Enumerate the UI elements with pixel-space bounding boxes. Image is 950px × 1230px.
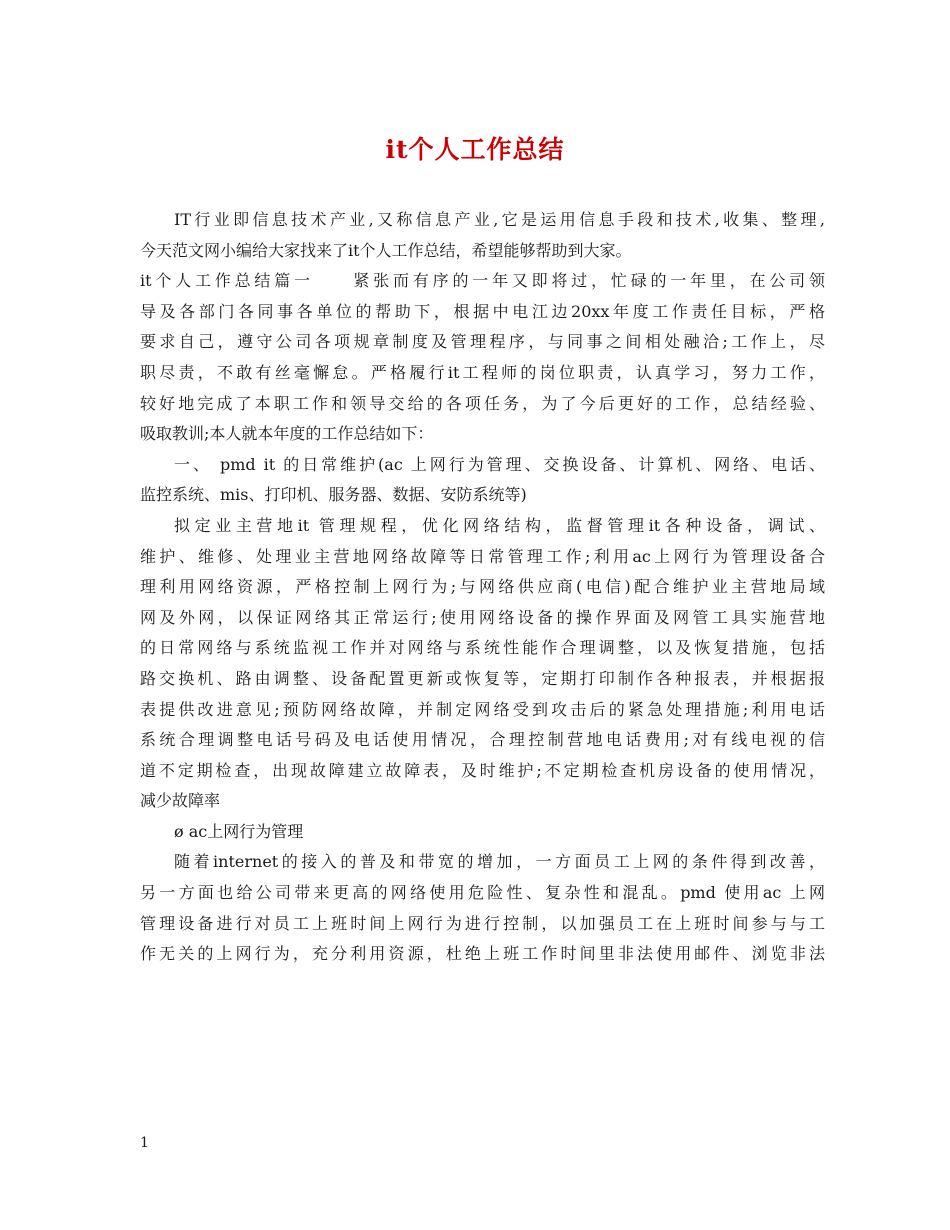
text-line: 监控系统、mis、打印机、服务器、数据、安防系统等)	[140, 485, 527, 505]
text-line: 随着internet的接入的普及和带宽的增加，一方面员工上网的条件得到改善，	[174, 852, 825, 872]
text-line: 拟定业主营地it 管理规程，优化网络结构，监督管理it各种设备，调试、	[174, 515, 825, 535]
text-line: 道不定期检查，出现故障建立故障表，及时维护;不定期检查机房设备的使用情况，	[140, 760, 825, 780]
text-line: 路交换机、路由调整、设备配置更新或恢复等，定期打印制作各种报表，并根据报	[140, 668, 825, 688]
text-line: 导及各部门各同事各单位的帮助下，根据中电江边20xx年度工作责任目标，严格	[140, 301, 825, 321]
text-line: 理利用网络资源，严格控制上网行为;与网络供应商(电信)配合维护业主营地局域	[140, 577, 825, 597]
text-line: 网及外网，以保证网络其正常运行;使用网络设备的操作界面及网管工具实施营地	[140, 607, 825, 627]
text-line: 一、 pmd it 的日常维护(ac 上网行为管理、交换设备、计算机、网络、电话、	[174, 454, 825, 474]
text-line: 管理设备进行对员工上班时间上网行为进行控制，以加强员工在上班时间参与与工	[140, 913, 825, 933]
text-line: 要求自己，遵守公司各项规章制度及管理程序，与同事之间相处融洽;工作上，尽	[140, 332, 825, 352]
document-body	[140, 205, 825, 970]
text-line: 较好地完成了本职工作和领导交给的各项任务，为了今后更好的工作，总结经验、	[140, 393, 825, 413]
page-title: it个人工作总结	[385, 135, 565, 164]
text-line: IT行业即信息技术产业,又称信息产业,它是运用信息手段和技术,收集、整理,	[174, 210, 825, 229]
text-line: 职尽责，不敢有丝毫懈怠。严格履行it工程师的岗位职责，认真学习，努力工作，	[140, 362, 825, 382]
text-line: 吸取教训;本人就本年度的工作总结如下：	[140, 424, 434, 444]
text-line: it个人工作总结篇一 紧张而有序的一年又即将过，忙碌的一年里，在公司领	[140, 271, 825, 291]
text-line: 减少故障率	[140, 791, 221, 811]
text-line: 作无关的上网行为，充分利用资源，杜绝上班工作时间里非法使用邮件、浏览非法	[140, 944, 825, 964]
text-line: 表提供改进意见;预防网络故障，并制定网络受到攻击后的紧急处理措施;利用电话	[140, 699, 825, 719]
text-line: ø ac上网行为管理	[174, 821, 304, 841]
text-line: 的日常网络与系统监视工作并对网络与系统性能作合理调整，以及恢复措施，包括	[140, 638, 825, 658]
text-line: 系统合理调整电话号码及电话使用情况，合理控制营地电话费用;对有线电视的信	[140, 730, 825, 750]
text-line: 今天范文网小编给大家找来了it个人工作总结，希望能够帮助到大家。	[140, 240, 632, 260]
page-number: 1	[140, 1135, 149, 1151]
text-line: 另一方面也给公司带来更高的网络使用危险性、复杂性和混乱。pmd 使用ac 上网	[140, 883, 825, 903]
text-line: 维护、维修、处理业主营地网络故障等日常管理工作;利用ac上网行为管理设备合	[140, 546, 825, 566]
